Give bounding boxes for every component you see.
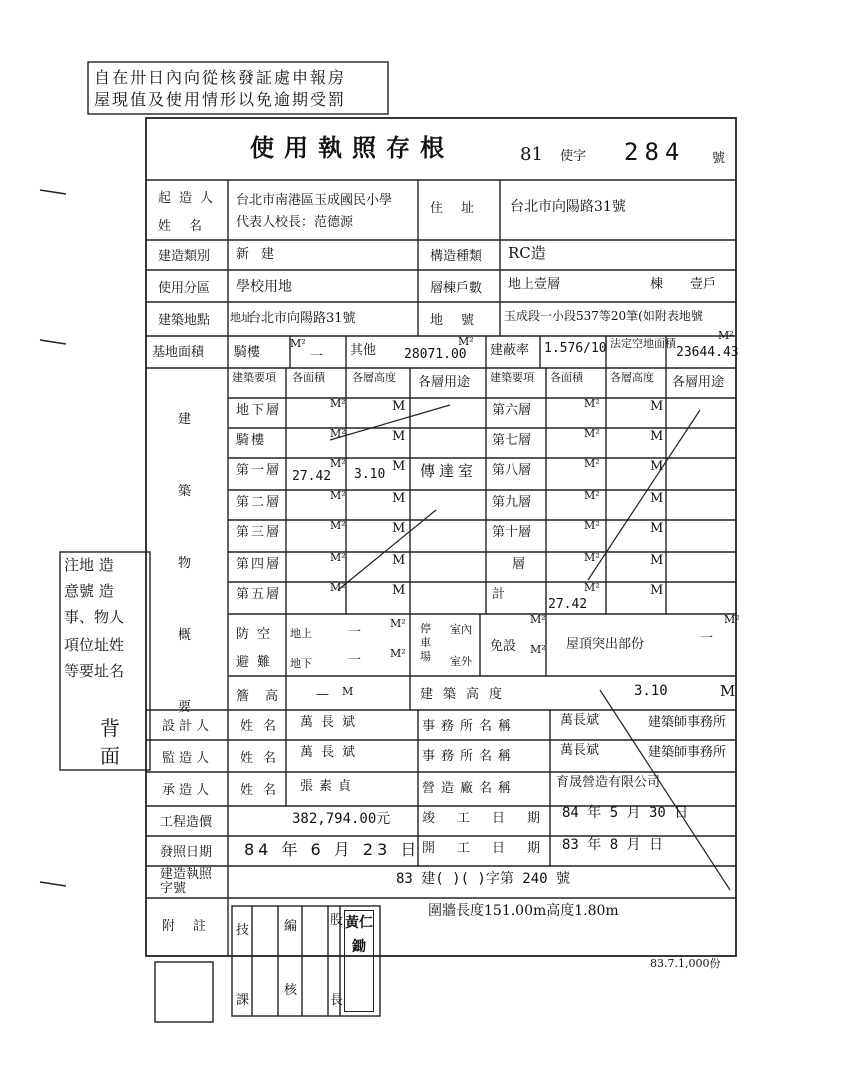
dixia-value: 一 <box>348 653 362 668</box>
summary-row-area-unit-right: M² <box>584 489 600 502</box>
summary-row-area-unit-right: M² <box>584 519 600 532</box>
summary-row-height: 3.10 <box>354 467 386 482</box>
designer-office: 萬長斌 <box>560 713 600 728</box>
lot-label: 地號 <box>430 313 493 328</box>
designer-name: 萬長斌 <box>300 715 364 730</box>
build-type-label: 建造類別 <box>158 249 211 264</box>
name-label: 姓名 <box>158 219 221 234</box>
summary-row-area-unit: M² <box>330 457 346 470</box>
left-note-3: 事、物人 <box>64 608 125 626</box>
applicant-address: 台北市向陽路31號 <box>510 199 626 215</box>
zone-value: 學校用地 <box>236 279 292 295</box>
struct-label: 構造種類 <box>430 249 483 264</box>
building-height-unit: M <box>720 682 736 700</box>
designer-label: 設計人 <box>162 719 214 734</box>
dishang-value: 一 <box>348 625 362 640</box>
zone-label: 使用分區 <box>158 281 211 296</box>
summary-row-height-unit: M <box>392 553 406 568</box>
left-note-2: 意號 造 <box>64 582 114 600</box>
summary-row-area-unit: M² <box>330 581 346 594</box>
col-item-left: 建築要項 <box>232 371 276 384</box>
complete-date: 84 年 5 月 30 日 <box>562 805 689 821</box>
lot-value: 玉成段一小段537等20筆(如附表地號 <box>504 309 703 323</box>
summary-row-height-unit-right: M <box>650 459 664 474</box>
summary-row-area-unit: M² <box>330 519 346 532</box>
summary-row-label: 第一層 <box>236 463 282 478</box>
col-area-right: 各面積 <box>550 371 583 384</box>
summary-row-label: 地下層 <box>236 403 282 418</box>
summary-row-height-unit: M <box>392 399 406 414</box>
col-item-right: 建築要項 <box>490 371 534 384</box>
summary-row-area-right: 27.42 <box>548 597 588 612</box>
contractor-company-label: 營造廠名稱 <box>422 781 518 796</box>
chief-seal: 黃仁鋤 <box>344 910 374 1012</box>
summary-row-area-unit: M² <box>330 489 346 502</box>
permit-year: 81 <box>520 144 543 165</box>
left-note-1: 注地 造 <box>64 556 114 574</box>
qita-label: 其他 <box>350 343 377 358</box>
summary-row-area-unit-right: M² <box>584 457 600 470</box>
stamp-label-he: 核 <box>284 983 298 998</box>
summary-row-height-unit-right: M <box>650 491 664 506</box>
designer-office-suffix: 建築師事務所 <box>648 715 727 730</box>
permit-number: 284 <box>624 138 686 166</box>
summary-row-height-unit: M <box>392 491 406 506</box>
stamp-label-ke: 課 <box>236 993 250 1008</box>
contractor-label: 承造人 <box>162 783 214 798</box>
summary-row-area-unit: M² <box>330 427 346 440</box>
summary-row-height-unit-right: M <box>650 553 664 568</box>
summary-row-height-unit: M <box>392 429 406 444</box>
dishang-unit: M² <box>390 617 406 630</box>
col-height-right: 各層高度 <box>610 371 654 384</box>
col-use-right: 各層用途 <box>672 375 725 390</box>
parking-unit-1: M² <box>530 613 546 626</box>
col-height-left: 各層高度 <box>352 371 396 384</box>
legal-label: 法定空地面積 <box>610 337 676 350</box>
dixia-label: 地下 <box>290 657 312 670</box>
contractor-company: 育晟營造有限公司 <box>556 775 661 790</box>
qilou-value: 一 <box>310 349 324 364</box>
summary-row-height-unit: M <box>392 521 406 536</box>
summary-row-height-unit-right: M <box>650 583 664 598</box>
summary-row-label: 第三層 <box>236 525 282 540</box>
roof-unit: M² <box>724 613 740 626</box>
issue-label: 發照日期 <box>160 845 213 860</box>
start-date: 83 年 8 月 日 <box>562 837 664 853</box>
supervisor-office: 萬長斌 <box>560 743 600 758</box>
complete-label: 竣工日期 <box>422 811 563 826</box>
stamp-label-ji: 技 <box>236 923 250 938</box>
supervisor-office-label: 事務所名稱 <box>422 749 518 764</box>
area-label: 基地面積 <box>152 345 205 360</box>
summary-row-area-unit-right: M² <box>584 427 600 440</box>
stamp-label-gu: 股 <box>330 913 344 928</box>
permit-hao: 號 <box>712 151 726 166</box>
summary-row-height-unit-right: M <box>650 399 664 414</box>
contractor-name: 張素貞 <box>300 779 358 794</box>
page-title: 使用執照存根 <box>250 133 454 162</box>
cover-label: 建蔽率 <box>490 343 530 358</box>
legal-unit: M² <box>718 329 734 342</box>
supervisor-name-label: 姓名 <box>240 751 287 766</box>
qilou-unit: M² <box>290 337 306 350</box>
parking-outdoor: 室外 <box>450 655 472 668</box>
site-label: 建築地點 <box>158 313 211 328</box>
top-note-line2: 屋現值及使用情形以免逾期受罰 <box>94 90 347 109</box>
cover-value: 1.576/10 <box>544 341 607 356</box>
parking-exempt: 免設 <box>490 639 517 654</box>
left-note-4: 項位址姓 <box>64 636 125 654</box>
cost-value: 382,794.00元 <box>292 811 391 827</box>
summary-row-label-right: 計 <box>492 587 506 602</box>
permit-zi: 使字 <box>560 149 587 164</box>
eave-value: — <box>316 687 329 702</box>
applicant-name1: 台北市南港區玉成國民小學 <box>236 193 393 208</box>
print-info: 83.7.1,000份 <box>650 957 721 970</box>
dishang-label: 地上 <box>290 627 312 640</box>
building-height-value: 3.10 <box>634 683 668 699</box>
parking-label: 停車場 <box>420 622 431 663</box>
applicant-name2: 代表人校長：范德源 <box>236 215 354 230</box>
address-label: 住址 <box>430 201 493 216</box>
left-note-back: 背面 <box>100 716 120 768</box>
summary-row-height-unit-right: M <box>650 429 664 444</box>
summary-row-label-right: 第十層 <box>492 525 532 540</box>
parking-unit-2: M² <box>530 643 546 656</box>
struct-value: RC造 <box>508 244 546 262</box>
site-value: 台北市向陽路31號 <box>248 311 356 326</box>
dixia-unit: M² <box>390 647 406 660</box>
notes-label: 附註 <box>162 919 225 934</box>
summary-row-area-unit-right: M² <box>584 551 600 564</box>
parking-indoor: 室內 <box>450 623 472 636</box>
floors-label: 層棟戶數 <box>430 281 483 296</box>
applicant-label: 起造人 <box>158 191 222 206</box>
stamp-label-zhang: 長 <box>330 993 344 1008</box>
summary-row-label: 第二層 <box>236 495 282 510</box>
permit-value: 83 建( )( )字第 240 號 <box>396 871 571 887</box>
fangkong-label-1: 防空 <box>236 627 279 642</box>
summary-side-label: 建築物概要 <box>178 412 192 715</box>
left-note-5: 等要址名 <box>64 662 125 680</box>
eave-unit: M <box>342 685 354 698</box>
summary-row-use: 傳達室 <box>420 462 478 480</box>
summary-row-height-unit-right: M <box>650 521 664 536</box>
col-area-left: 各面積 <box>292 371 325 384</box>
summary-row-height-unit: M <box>392 583 406 598</box>
supervisor-office-suffix: 建築師事務所 <box>648 745 727 760</box>
summary-row-label-right: 第七層 <box>492 433 532 448</box>
summary-row-area-unit-right: M² <box>584 581 600 594</box>
legal-value: 23644.43 <box>676 345 739 360</box>
permit-label: 建造執照字號 <box>160 867 213 896</box>
summary-row-label: 第五層 <box>236 587 282 602</box>
stamp-label-bian: 編 <box>284 919 298 934</box>
summary-row-label-right: 第六層 <box>492 403 532 418</box>
summary-row-label-right: 第八層 <box>492 463 532 478</box>
qita-unit: M² <box>458 335 474 348</box>
qita-value: 28071.00 <box>404 347 467 362</box>
build-type-value: 新建 <box>236 247 287 262</box>
hu-value: 壹戶 <box>690 277 717 292</box>
summary-row-label-right: 層 <box>512 557 526 572</box>
summary-row-label: 第四層 <box>236 557 282 572</box>
roof-value: 一 <box>700 631 714 646</box>
start-label: 開工日期 <box>422 841 563 856</box>
cost-label: 工程造價 <box>160 815 213 830</box>
building-height-label: 建築高度 <box>420 687 513 702</box>
designer-name-label: 姓名 <box>240 719 287 734</box>
site-prefix: 地址 <box>230 311 252 324</box>
supervisor-label: 監造人 <box>162 751 214 766</box>
summary-row-label-right: 第九層 <box>492 495 532 510</box>
qilou-label: 騎樓 <box>234 345 261 360</box>
contractor-name-label: 姓名 <box>240 783 287 798</box>
roof-label: 屋頂突出部份 <box>566 637 645 652</box>
issue-date: 84 年 6 月 23 日 <box>244 840 421 859</box>
eave-label: 簷高 <box>236 689 295 704</box>
summary-row-area-unit-right: M² <box>584 397 600 410</box>
fangkong-label-2: 避難 <box>236 655 279 670</box>
summary-row-height-unit: M <box>392 459 406 474</box>
summary-row-area-unit: M² <box>330 397 346 410</box>
summary-row-area: 27.42 <box>292 469 332 484</box>
supervisor-name: 萬長斌 <box>300 745 364 760</box>
dong-label: 棟 <box>650 277 664 292</box>
designer-office-label: 事務所名稱 <box>422 719 518 734</box>
summary-row-label: 騎樓 <box>236 433 267 448</box>
col-use-left: 各層用途 <box>418 375 471 390</box>
wall-note: 圍牆長度151.00m高度1.80m <box>428 903 619 919</box>
floors-value: 地上壹層 <box>508 277 561 292</box>
summary-row-area-unit: M² <box>330 551 346 564</box>
top-note-line1: 自在卅日內向從核發証處申報房 <box>94 68 347 87</box>
